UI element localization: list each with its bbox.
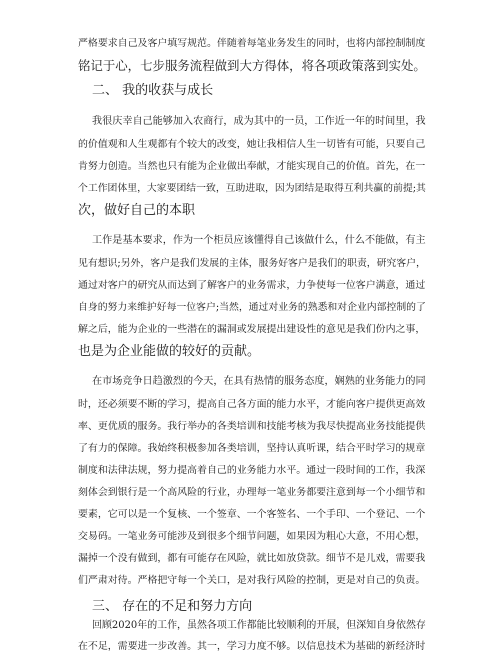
paragraph-line: 肯努力创造。当然也只有能为企业做出奉献，才能实现自己的价值。首先，在一: [78, 161, 426, 172]
paragraph-line: 工作是基本要求，作为一个柜员应该懂得自己该做什么，什么不能做，有主: [92, 235, 426, 246]
paragraph-line: 们严肃对待。严格把守每一个关口，是对我行风险的控制，更是对自己的负责。: [78, 575, 426, 586]
paragraph-line: 刻体会到银行是一个高风险的行业，办理每一笔业务都要注意到每一个小细节和: [78, 487, 426, 498]
section-heading: 二、 我的收获与成长: [92, 83, 214, 98]
paragraph-line: 自身的努力来维护好每一位客户;当然，通过对业务的熟悉和对企业内部控制的了: [78, 302, 426, 313]
paragraph-line: 解之后，能为企业的一些潜在的漏洞或发展提出建设性的意见是我们份内之事，: [78, 324, 426, 335]
paragraph-line: 要素，它可以是一个复核、一个签章、一个客签名、一个手印、一个登记、一个: [78, 509, 426, 520]
paragraph-line: 回顾2020年的工作，虽然各项工作都能比较顺利的开展，但深知自身依然存: [92, 620, 426, 631]
paragraph-line: 时，还必须要不断的学习，提高自己各方面的能力水平，才能向客户提供更高效: [78, 399, 426, 410]
paragraph-line: 漏掉一个没有做到，都有可能存在风险，就比如放贷款。细节不是儿戏，需要我: [78, 553, 426, 564]
paragraph-line: 交易码。一笔业务可能涉及到很多个细节问题，如果因为粗心大意，不用心想，: [78, 531, 426, 542]
paragraph-line: 在市场竞争日趋激烈的今天，在具有热情的服务态度，娴熟的业务能力的同: [92, 376, 426, 387]
paragraph-line: 在不足，需要进一步改善。其一，学习力度不够。以信息技术为基础的新经济时: [78, 641, 426, 652]
paragraph-line: 的价值观和人生观都有个较大的改变，她让我相信人生一切皆有可能，只要自己: [78, 139, 426, 150]
paragraph-line: 个工作团体里，大家要团结一致，互助进取，因为团结是取得互利共赢的前提;其: [78, 183, 426, 194]
paragraph-line: 次，做好自己的本职: [78, 203, 196, 218]
paragraph-line: 也是为企业能做的较好的贡献。: [78, 344, 261, 359]
paragraph-line: 我很庆幸自己能够加入农商行，成为其中的一员，工作近一年的时间里，我: [92, 116, 426, 127]
section-heading: 三、 存在的不足和努力方向: [92, 599, 253, 614]
paragraph-line: 了有力的保障。我始终积极参加各类培训，坚持认真听课，结合平时学习的规章: [78, 443, 426, 454]
paragraph-line: 通过对客户的研究从而达到了解客户的业务需求，力争使每一位客户满意，通过: [78, 280, 426, 291]
paragraph-line: 铭记于心，七步服务流程做到大方得体，将各项政策落到实处。: [78, 58, 426, 73]
paragraph-line: 严格要求自己及客户填写规范。伴随着每笔业务发生的同时，也将内部控制制度: [78, 38, 426, 49]
paragraph-line: 率、更优质的服务。我行举办的各类培训和技能考核为我尽快提高业务技能提供: [78, 421, 426, 432]
paragraph-line: 制度和法律法规，努力提高着自己的业务能力水平。通过一段时间的工作，我深: [78, 465, 426, 476]
paragraph-line: 见有想识;另外，客户是我们发展的主体，服务好客户是我们的职责，研究客户，: [78, 258, 426, 269]
